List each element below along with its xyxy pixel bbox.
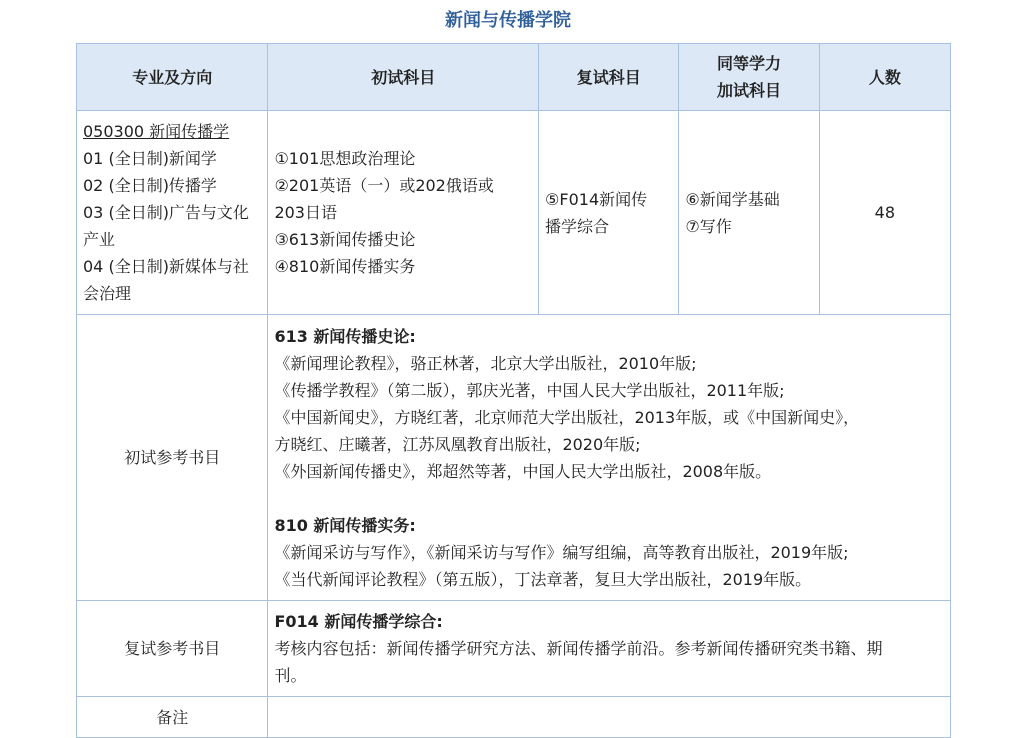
subject-line: ③613新闻传播史论 — [274, 230, 416, 249]
notes-row — [77, 697, 951, 738]
spacer — [274, 485, 944, 512]
retest-line: 播学综合 — [545, 216, 610, 236]
retest-line: ⑤F014新闻传 — [545, 189, 648, 209]
retest-refs-row — [77, 601, 951, 697]
subject-line: ④810新闻传播实务 — [274, 257, 416, 276]
initial-refs-row — [77, 315, 951, 601]
equivalent-line: ⑥新闻学基础 — [685, 189, 780, 209]
initial-refs-content — [268, 315, 951, 601]
ref-section-title: 613 新闻传播史论: — [274, 326, 416, 346]
retest-subjects-cell — [539, 111, 679, 315]
count-cell: 48 — [819, 111, 950, 315]
ref-line: 考核内容包括：新闻传播学研究方法、新闻传播学前沿。参考新闻传播研究类书籍、期 — [274, 639, 883, 658]
direction-line: 产业 — [83, 230, 116, 249]
notes-label: 备注 — [77, 697, 268, 738]
major-code-link[interactable]: 050300 新闻传播学 — [83, 122, 230, 141]
admissions-table — [76, 43, 951, 738]
header-initial-exam: 初试科目 — [268, 44, 539, 111]
ref-line: 《中国新闻史》，方晓红著，北京师范大学出版社，2013年版，或《中国新闻史》， — [274, 407, 860, 427]
ref-line: 《新闻采访与写作》，《新闻采访与写作》编写组编，高等教育出版社，2019年版; — [274, 542, 849, 562]
subject-line: ①101思想政治理论 — [274, 149, 416, 168]
ref-line: 《传播学教程》（第二版），郭庆光著，中国人民大学出版社，2011年版; — [274, 380, 785, 400]
direction-line: 01 (全日制)新闻学 — [83, 149, 217, 168]
header-count: 人数 — [819, 44, 950, 111]
header-equivalent-line2: 加试科目 — [717, 81, 782, 100]
ref-line: 《新闻理论教程》，骆正林著，北京大学出版社，2010年版; — [274, 353, 697, 373]
initial-refs-label: 初试参考书目 — [77, 315, 268, 601]
direction-line: 04 (全日制)新媒体与社 — [83, 257, 249, 276]
header-major: 专业及方向 — [77, 44, 268, 111]
ref-section-title: 810 新闻传播实务: — [274, 515, 416, 535]
header-retest: 复试科目 — [539, 44, 679, 111]
ref-line: 刊。 — [274, 666, 307, 685]
retest-refs-content — [268, 601, 951, 697]
major-cell — [77, 111, 268, 315]
initial-subjects-cell — [268, 111, 539, 315]
ref-line: 《当代新闻评论教程》（第五版），丁法章著，复旦大学出版社，2019年版。 — [274, 569, 812, 589]
equivalent-line: ⑦写作 — [685, 216, 732, 236]
table-header-row — [77, 44, 951, 111]
page-title: 新闻与传播学院 — [445, 10, 571, 31]
subject-line: 203日语 — [274, 203, 337, 222]
notes-content — [268, 697, 951, 738]
header-equivalent-line1: 同等学力 — [717, 54, 782, 73]
equivalent-subjects-cell — [679, 111, 819, 315]
program-row — [77, 111, 951, 315]
subject-line: ②201英语（一）或202俄语或 — [274, 176, 494, 195]
ref-line: 《外国新闻传播史》，郑超然等著，中国人民大学出版社，2008年版。 — [274, 461, 772, 481]
header-equivalent — [679, 44, 819, 111]
ref-section-title: F014 新闻传播学综合: — [274, 612, 443, 631]
direction-line: 02 (全日制)传播学 — [83, 176, 217, 195]
ref-line: 方晓红、庄曦著，江苏凤凰教育出版社，2020年版; — [274, 434, 641, 454]
direction-line: 会治理 — [83, 284, 132, 303]
direction-line: 03 (全日制)广告与文化 — [83, 203, 249, 222]
retest-refs-label: 复试参考书目 — [77, 601, 268, 697]
